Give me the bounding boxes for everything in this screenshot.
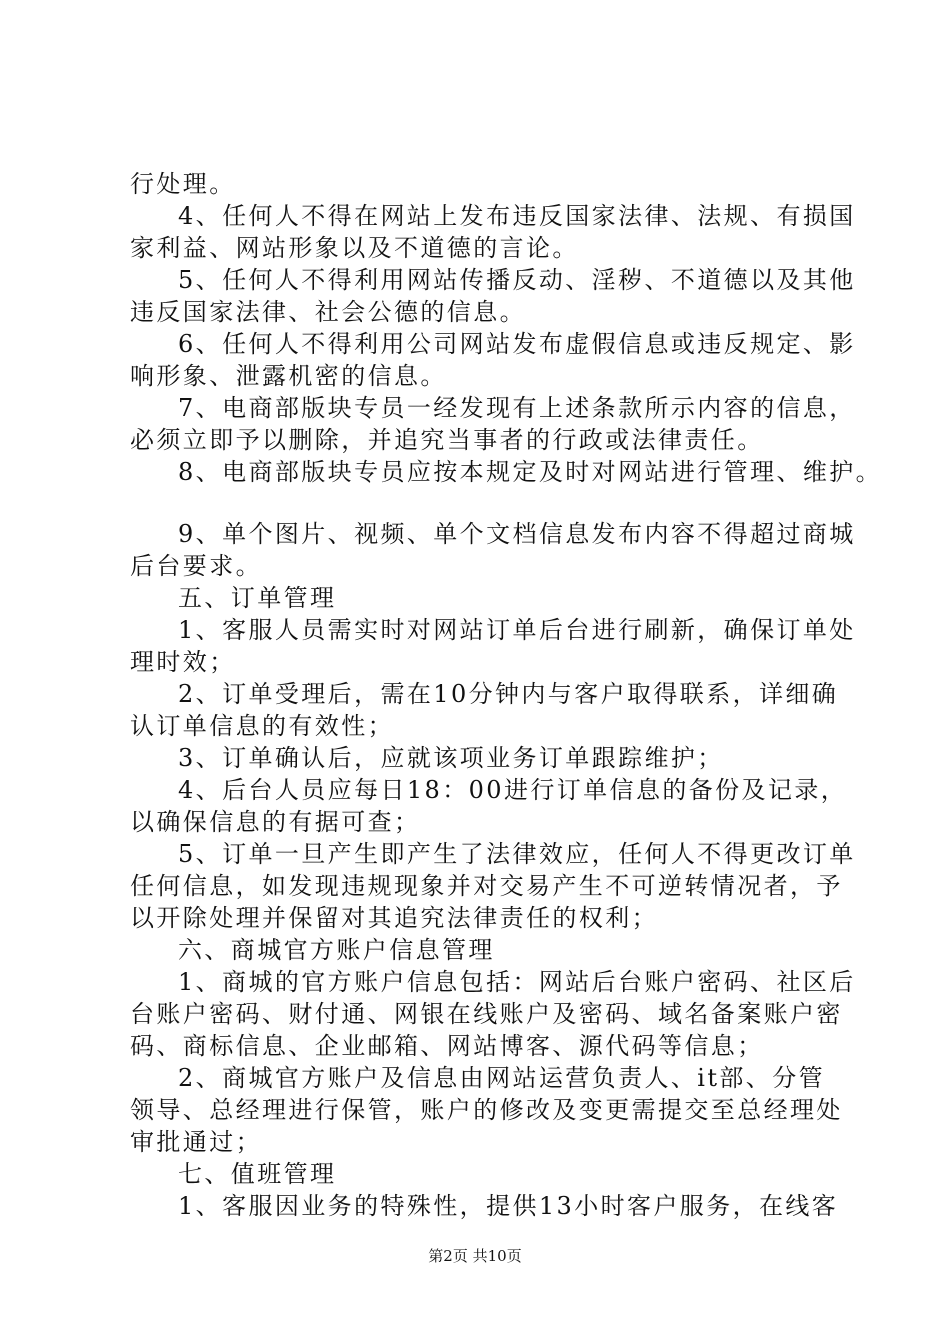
paragraph-line: 4、任何人不得在网站上发布违反国家法律、法规、有损国: [178, 202, 856, 230]
paragraph-line: 4、后台人员应每日18：00进行订单信息的备份及记录，: [178, 776, 848, 804]
paragraph-line: 任何信息，如发现违规现象并对交易产生不可逆转情况者，予: [130, 872, 843, 900]
paragraph-line: 后台要求。: [130, 552, 262, 580]
paragraph-line: 6、任何人不得利用公司网站发布虚假信息或违反规定、影: [178, 330, 856, 358]
page-number-footer: 第2页 共10页: [428, 1247, 522, 1265]
paragraph-line: 2、订单受理后，需在10分钟内与客户取得联系，详细确: [178, 680, 839, 708]
paragraph-line: 9、单个图片、视频、单个文档信息发布内容不得超过商城: [178, 520, 856, 548]
paragraph-line: 3、订单确认后，应就该项业务订单跟踪维护；: [178, 744, 724, 772]
paragraph-line: 审批通过；: [130, 1128, 262, 1156]
paragraph-line: 行处理。: [130, 170, 236, 198]
paragraph-line: 台账户密码、财付通、网银在线账户及密码、域名备案账户密: [130, 1000, 843, 1028]
paragraph-line: 以确保信息的有据可查；: [130, 808, 421, 836]
paragraph-line: 响形象、泄露机密的信息。: [130, 362, 447, 390]
section-heading: 六、商城官方账户信息管理: [178, 936, 495, 964]
paragraph-line: 理时效；: [130, 648, 236, 676]
paragraph-line: 领导、总经理进行保管，账户的修改及变更需提交至总经理处: [130, 1096, 843, 1124]
paragraph-line: 码、商标信息、企业邮箱、网站博客、源代码等信息；: [130, 1032, 764, 1060]
paragraph-line: 违反国家法律、社会公德的信息。: [130, 298, 526, 326]
paragraph-line: 认订单信息的有效性；: [130, 712, 394, 740]
paragraph-line: 7、电商部版块专员一经发现有上述条款所示内容的信息，: [178, 394, 856, 422]
paragraph-line: 以开除处理并保留对其追究法律责任的权利；: [130, 904, 658, 932]
section-heading: 五、订单管理: [178, 584, 337, 612]
paragraph-line: 家利益、网站形象以及不道德的言论。: [130, 234, 579, 262]
paragraph-line: 5、任何人不得利用网站传播反动、淫秽、不道德以及其他: [178, 266, 856, 294]
paragraph-gap: [130, 488, 842, 518]
section-heading: 七、值班管理: [178, 1160, 337, 1188]
paragraph-line: 8、电商部版块专员应按本规定及时对网站进行管理、维护。: [178, 458, 883, 486]
paragraph-line: 1、商城的官方账户信息包括：网站后台账户密码、社区后: [178, 968, 856, 996]
paragraph-line: 2、商城官方账户及信息由网站运营负责人、it部、分管: [178, 1064, 825, 1092]
paragraph-line: 必须立即予以删除，并追究当事者的行政或法律责任。: [130, 426, 764, 454]
paragraph-line: 5、订单一旦产生即产生了法律效应，任何人不得更改订单: [178, 840, 856, 868]
paragraph-line: 1、客服因业务的特殊性，提供13小时客户服务，在线客: [178, 1192, 839, 1220]
paragraph-line: 1、客服人员需实时对网站订单后台进行刷新，确保订单处: [178, 616, 856, 644]
document-body: [130, 168, 883, 1222]
